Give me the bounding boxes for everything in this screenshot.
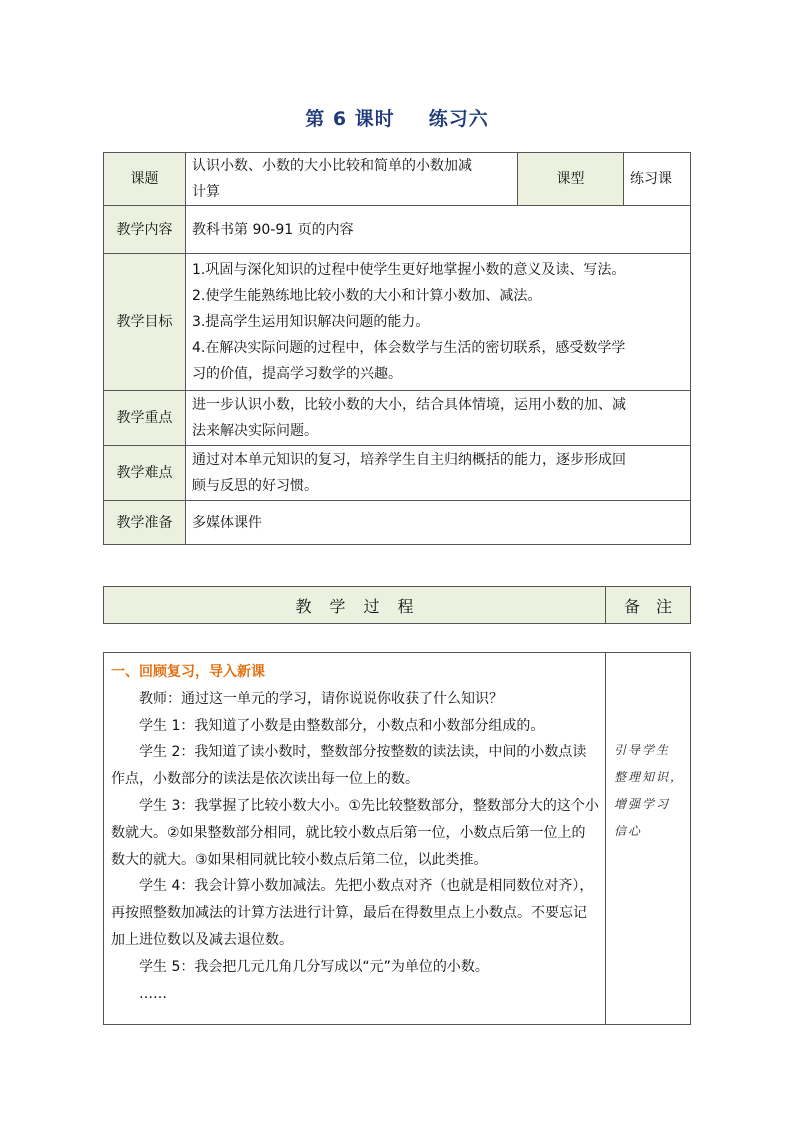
- key-line: 进一步认识小数，比较小数的大小，结合具体情境，运用小数的加、减: [192, 397, 626, 413]
- dialogue-paragraph: 学生 4：我会计算小数加减法。先把小数点对齐（也就是相同数位对齐），再按照整数加减法的计算方法进行计算，最后在得数里点上小数点。不要忘记加上进位数以及减去退位数。: [111, 878, 594, 948]
- topic-row: [104, 153, 691, 206]
- topic-value: [186, 153, 518, 206]
- note-line: 增强学习: [614, 797, 671, 811]
- difficulty-value: [186, 446, 691, 501]
- goal-line: 4.在解决实际问题的过程中，体会数学与生活的密切联系，感受数学学: [192, 340, 626, 356]
- process-note: [606, 653, 691, 1025]
- prep-label: 教学准备: [104, 501, 186, 545]
- prep-row: [104, 501, 691, 545]
- process-table: [103, 652, 691, 1025]
- lesson-number: 第 6 课时: [305, 108, 395, 130]
- topic-line: 认识小数、小数的大小比较和简单的小数加减: [192, 158, 472, 174]
- goals-value: [186, 254, 691, 391]
- process-header-table: [103, 586, 691, 624]
- lesson-info-table: [103, 152, 691, 545]
- difficulty-line: 通过对本单元知识的复习，培养学生自主归纳概括的能力，逐步形成回: [192, 452, 626, 468]
- goal-line: 习的价值，提高学习数学的兴趣。: [192, 366, 402, 382]
- dialogue-paragraph: 学生 2：我知道了读小数时，整数部分按整数的读法读，中间的小数点读作点，小数部分的读法是依次读出每一位上的数。: [111, 744, 587, 788]
- process-content: [104, 653, 606, 1025]
- dialogue-paragraph: 学生 1：我知道了小数是由整数部分，小数点和小数部分组成的。: [139, 717, 545, 734]
- goal-line: 2.使学生能熟练地比较小数的大小和计算小数加、减法。: [192, 288, 542, 304]
- difficulty-line: 顾与反思的好习惯。: [192, 478, 318, 494]
- dialogue-paragraph: 教师：通过这一单元的学习，请你说说你收获了什么知识？: [139, 690, 503, 707]
- key-row: [104, 391, 691, 446]
- type-value: 练习课: [624, 153, 691, 206]
- notes-header: [606, 587, 691, 624]
- note-line: 引导学生: [614, 743, 671, 757]
- difficulty-label: 教学难点: [104, 446, 186, 501]
- key-label: 教学重点: [104, 391, 186, 446]
- prep-value: 多媒体课件: [186, 501, 691, 545]
- key-line: 法来解决实际问题。: [192, 423, 318, 439]
- process-header: [104, 587, 606, 624]
- dialogue-paragraph: 学生 5：我会把几元几角几分写成以“元”为单位的小数。: [139, 958, 489, 975]
- process-header-text: 教学过程: [295, 596, 432, 616]
- topic-label: 课题: [104, 153, 186, 206]
- note-line: 整理知识，: [614, 770, 685, 784]
- goals-label: 教学目标: [104, 254, 186, 391]
- goal-line: 1.巩固与深化知识的过程中使学生更好地掌握小数的意义及读、写法。: [192, 262, 626, 278]
- content-row: [104, 206, 691, 254]
- notes-header-text: 备注: [623, 596, 688, 616]
- section-title: 一、回顾复习，导入新课: [111, 664, 265, 680]
- content-value: 教科书第 90-91 页的内容: [186, 206, 691, 254]
- key-value: [186, 391, 691, 446]
- lesson-name: 练习六: [428, 108, 489, 130]
- page-title: [0, 104, 794, 131]
- dialogue-paragraph: 学生 3：我掌握了比较小数大小。①先比较整数部分，整数部分大的这个小数就大。②如果整数部分相同，就比较小数点后第一位，小数点后第一位上的数大的就大。③如果相同就比较小数点后第二位，以此类推。: [111, 797, 599, 868]
- goals-row: [104, 254, 691, 391]
- goal-line: 3.提高学生运用知识解决问题的能力。: [192, 314, 430, 330]
- content-label: 教学内容: [104, 206, 186, 254]
- note-line: 信心: [614, 824, 643, 838]
- type-label: 课型: [518, 153, 624, 206]
- topic-line: 计算: [192, 184, 220, 200]
- difficulty-row: [104, 446, 691, 501]
- ellipsis: ……: [139, 985, 167, 1002]
